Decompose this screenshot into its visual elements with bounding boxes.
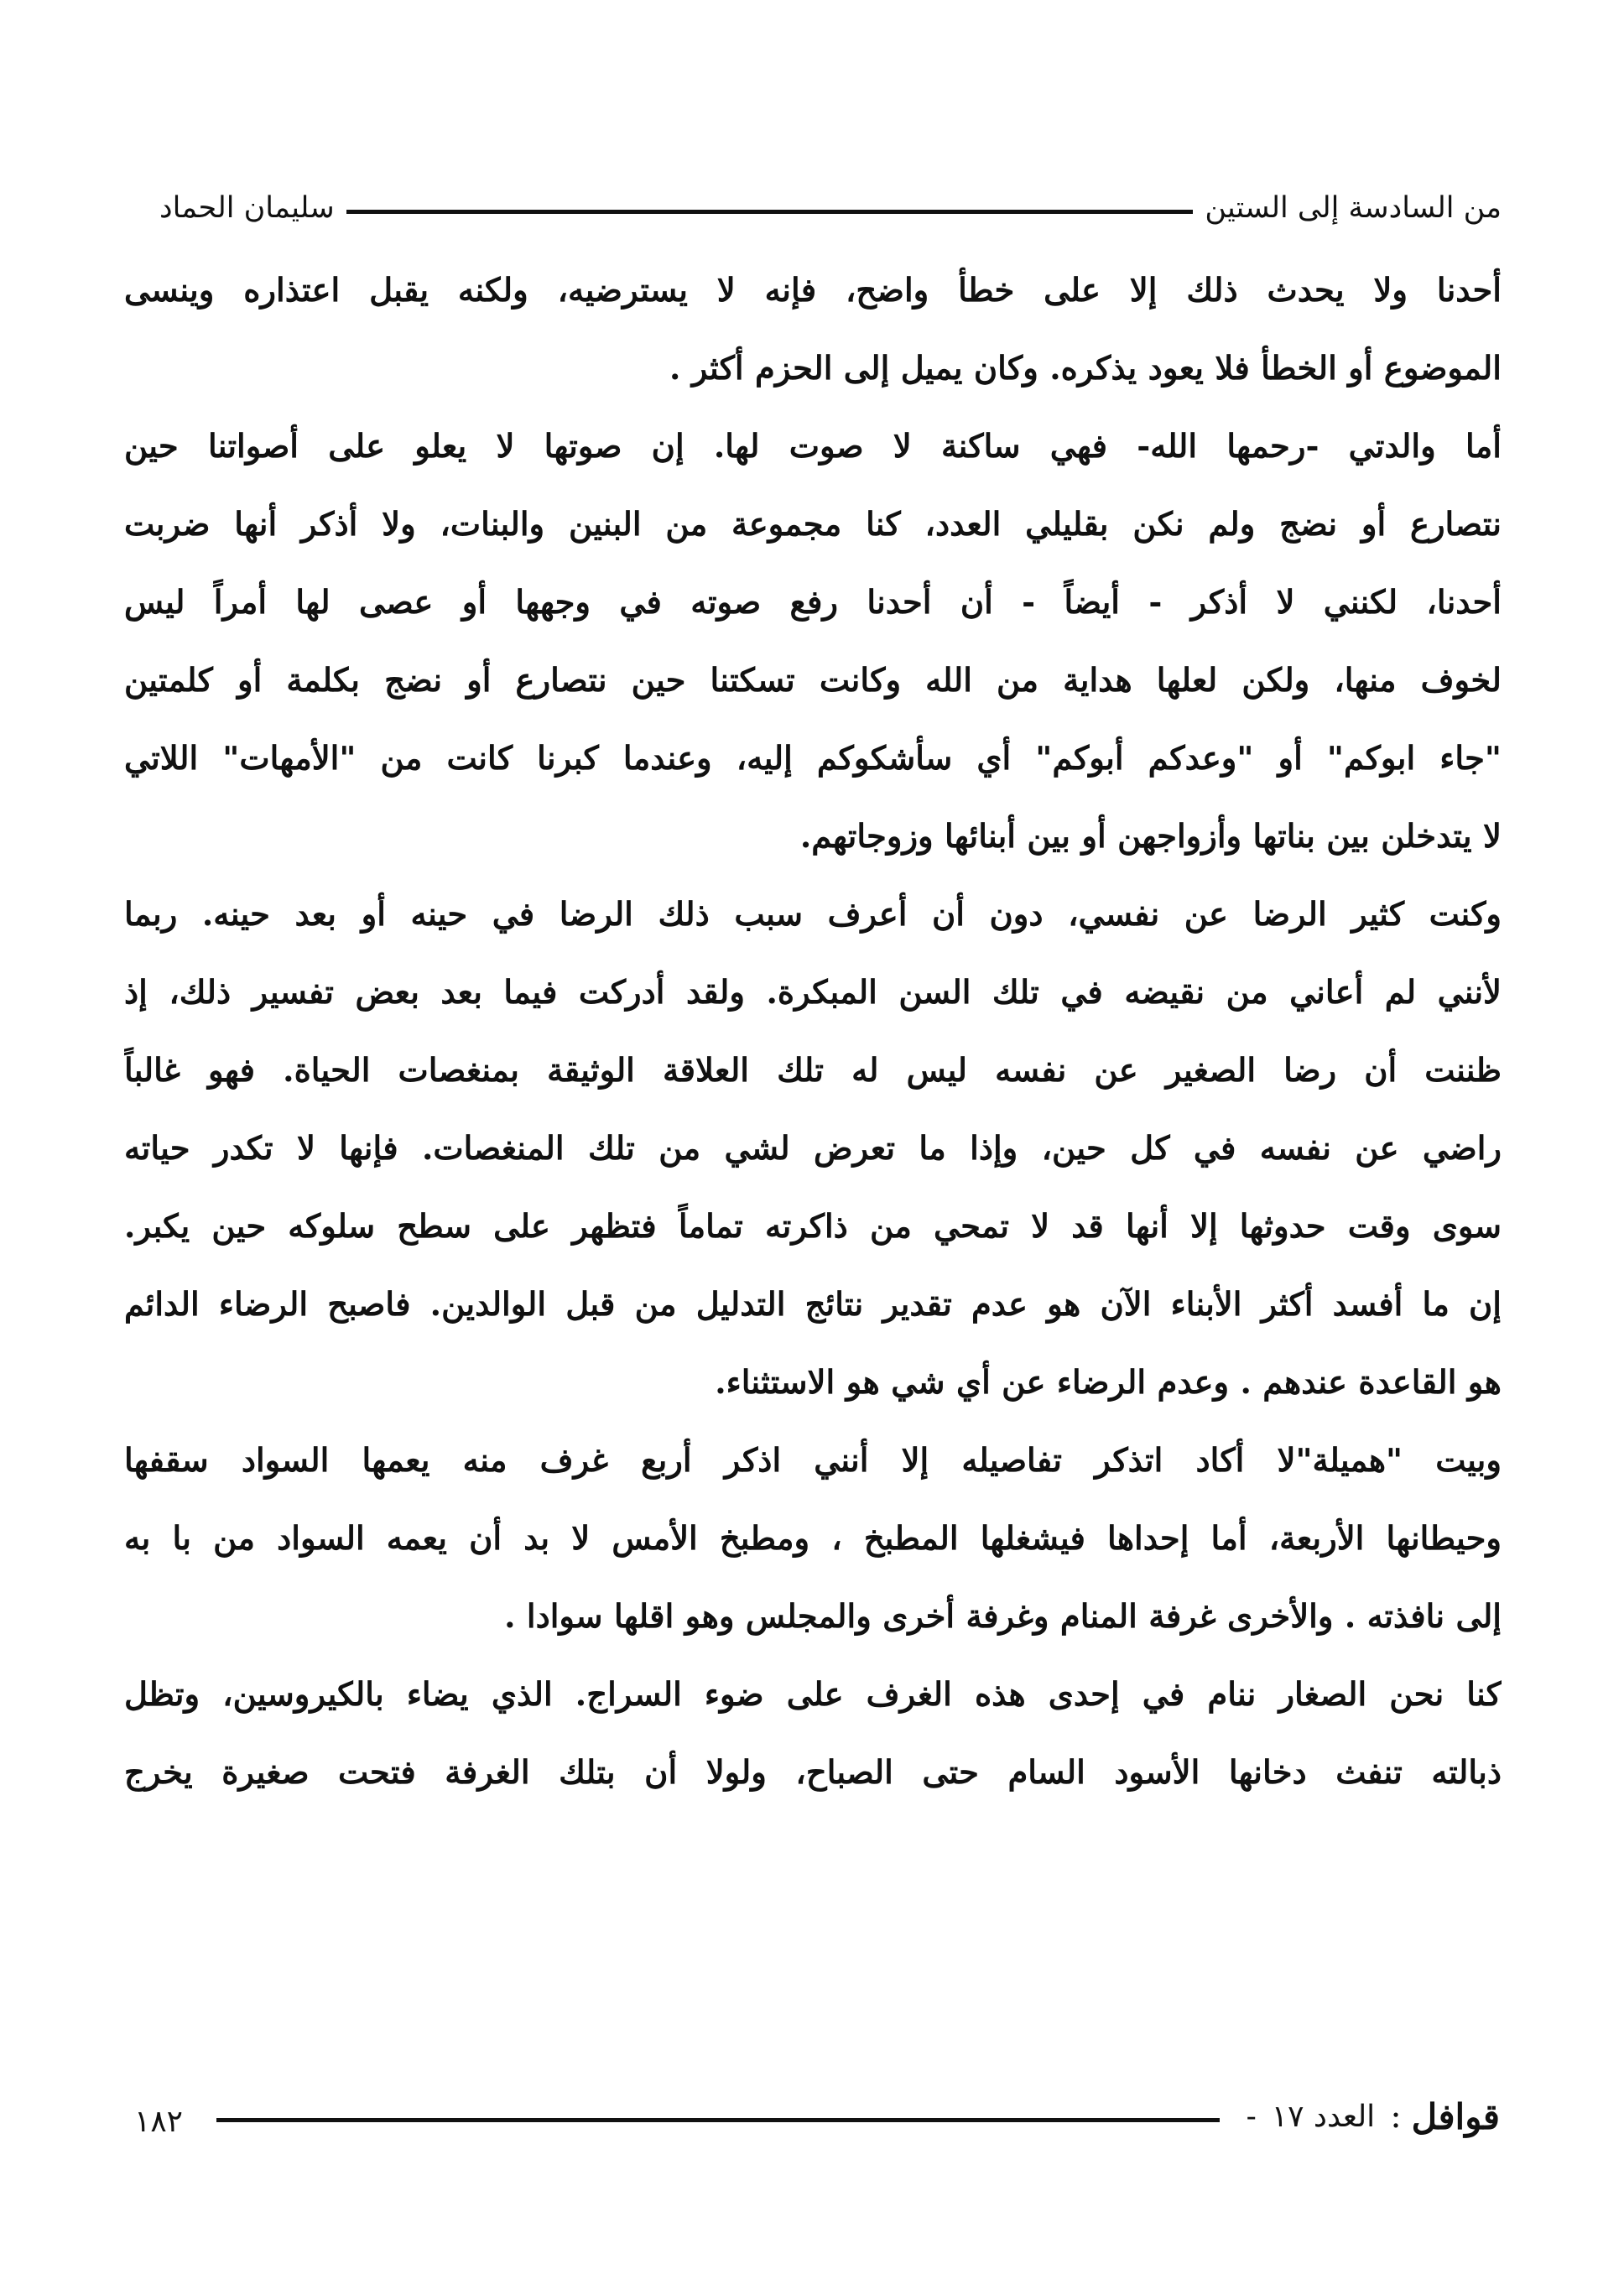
text-line: الموضوع أو الخطأ فلا يعود يذكره. وكان يميل إلى الحزم أكثر . [669, 350, 1502, 388]
text-line: لخوف منها، ولكن لعلها هداية من الله وكانت تسكتنا حين نتصارع أو نضج بكلمة أو كلمتين [124, 662, 1502, 700]
text-line: إن ما أفسد أكثر الأبناء الآن هو عدم تقدير نتائج التدليل من قبل الوالدين. فاصبح الرضاء الدائم [124, 1286, 1502, 1324]
paragraph [124, 408, 1502, 876]
paragraph [124, 252, 1502, 408]
body-text [124, 252, 1502, 1812]
paragraph [124, 1422, 1502, 1656]
text-line: إلى نافذته . والأخرى غرفة المنام وغرفة أخرى والمجلس وهو اقلها سوادا . [504, 1598, 1502, 1636]
footer-rule [216, 2118, 1220, 2122]
text-line: وبيت "هميلة"لا أكاد اتذكر تفاصيله إلا أنني اذكر أربع غرف منه يعمها السواد سقفها [124, 1442, 1502, 1480]
running-header [159, 183, 1502, 233]
text-line: أحدنا، لكنني لا أذكر - أيضاً - أن أحدنا رفع صوته في وجهها أو عصى لها أمراً ليس [124, 584, 1502, 622]
author-name: سليمان الحماد [159, 191, 335, 225]
paragraph [124, 876, 1502, 1266]
text-line: وحيطانها الأربعة، أما إحداها فيشغلها المطبخ ، ومطبخ الأمس لا بد أن يعمه السواد من با به [124, 1520, 1502, 1558]
footer-separator: : [1390, 2097, 1402, 2136]
book-title: من السادسة إلى الستين [1205, 191, 1502, 225]
paragraph [124, 1266, 1502, 1422]
text-line: راضي عن نفسه في كل حين، وإذا ما تعرض لشي من تلك المنغصات. فإنها لا تكدر حياته [124, 1130, 1502, 1168]
journal-name: قوافل [1411, 2095, 1500, 2137]
running-footer [134, 2087, 1500, 2146]
text-line: ظننت أن رضا الصغير عن نفسه ليس له تلك العلاقة الوثيقة بمنغصات الحياة. فهو غالباً [124, 1052, 1502, 1090]
footer-dash: - [1246, 2099, 1257, 2134]
text-line: أما والدتي -رحمها الله- فهي ساكنة لا صوت لها. إن صوتها لا يعلو على أصواتنا حين [124, 428, 1502, 466]
issue-number: العدد ١٧ [1271, 2099, 1376, 2134]
text-line: لا يتدخلن بين بناتها وأزواجهن أو بين أبنائها وزوجاتهم. [799, 818, 1502, 856]
text-line: أحدنا ولا يحدث ذلك إلا على خطأ واضح، فإنه لا يسترضيه، ولكنه يقبل اعتذاره وينسى [124, 272, 1502, 310]
text-line: لأنني لم أعاني من نقيضه في تلك السن المبكرة. ولقد أدركت فيما بعد بعض تفسير ذلك، إذ [124, 974, 1502, 1012]
text-line: ذبالته تنفث دخانها الأسود السام حتى الصباح، ولولا أن بتلك الغرفة فتحت صغيرة يخرج [124, 1754, 1502, 1792]
text-line: نتصارع أو نضج ولم نكن بقليلي العدد، كنا مجموعة من البنين والبنات، ولا أذكر أنها ضربت [124, 506, 1502, 544]
paragraph [124, 1656, 1502, 1812]
header-rule [346, 210, 1194, 214]
text-line: "جاء ابوكم" أو "وعدكم أبوكم" أي سأشكوكم إليه، وعندما كبرنا كانت من "الأمهات" اللاتي [124, 740, 1502, 778]
text-line: وكنت كثير الرضا عن نفسي، دون أن أعرف سبب ذلك الرضا في حينه أو بعد حينه. ربما [124, 896, 1502, 934]
text-line: هو القاعدة عندهم . وعدم الرضاء عن أي شي هو الاستثناء. [715, 1364, 1502, 1402]
page-number: ١٨٢ [134, 2104, 184, 2139]
text-line: سوى وقت حدوثها إلا أنها قد لا تمحي من ذاكرته تماماً فتظهر على سطح سلوكه حين يكبر. [124, 1208, 1502, 1246]
text-line: كنا نحن الصغار ننام في إحدى هذه الغرف على ضوء السراج. الذي يضاء بالكيروسين، وتظل [124, 1676, 1502, 1714]
